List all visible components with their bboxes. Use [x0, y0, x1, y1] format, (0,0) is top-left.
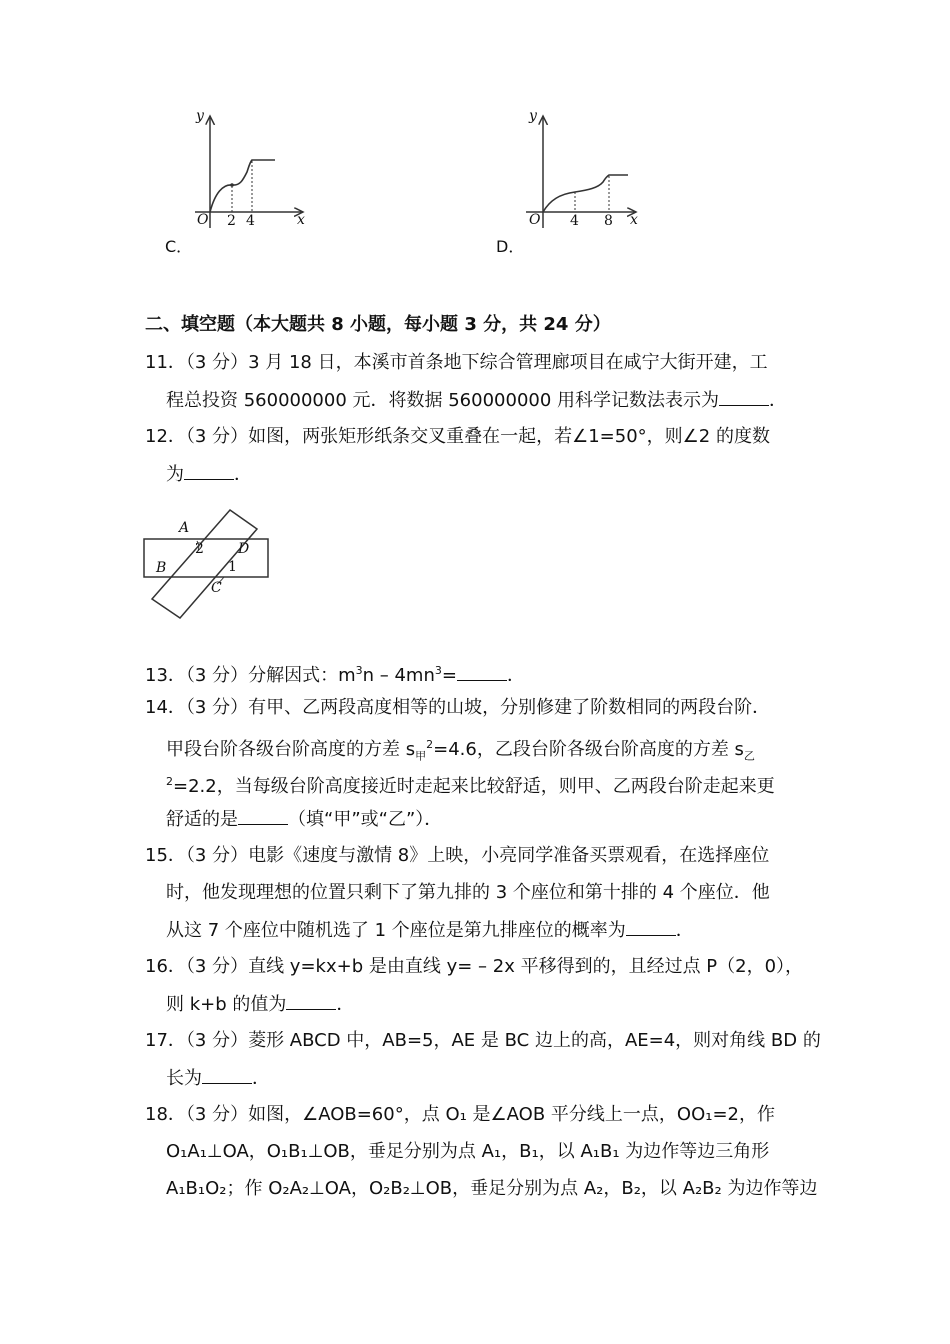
q14-line-1 — [145, 695, 770, 721]
q18-text-2: O₁A₁⊥OA，O₁B₁⊥OB，垂足分别为点 A₁，B₁，以 A₁B₁ 为边作等边三角形 — [166, 1141, 770, 1162]
q18-line-3 — [166, 1176, 817, 1202]
q12-label-1: 1 — [228, 559, 237, 575]
section-title: 二、填空题（本大题共 8 小题，每小题 3 分，共 24 分） — [145, 314, 611, 335]
curve — [210, 160, 275, 212]
option-d-label: D． — [496, 237, 525, 256]
q11-line-2 — [166, 387, 787, 414]
q15-line-1 — [145, 843, 769, 869]
q17-text-2b: ． — [252, 1068, 270, 1089]
q14-sub-jia: 甲 — [415, 749, 427, 763]
q14-text-3: =2.2，当每级台阶高度接近时走起来比较舒适，则甲、乙两段台阶走起来更 — [173, 776, 775, 797]
q12-line-1 — [145, 424, 770, 450]
q16-text-2a: 则 k+b 的值为 — [166, 994, 287, 1015]
q17-text-2a: 长为 — [166, 1068, 202, 1089]
q12-answer-blank[interactable] — [184, 461, 234, 480]
q18-text-3: A₁B₁O₂；作 O₂A₂⊥OA，O₂B₂⊥OB，垂足分别为点 A₂，B₂，以 A₂B₂ 为边作等边 — [166, 1178, 818, 1199]
q17-line-1 — [145, 1028, 821, 1054]
q12-label-2: 2 — [195, 541, 204, 557]
q13-text-post: = — [441, 665, 457, 686]
q15-text-2: 时，他发现理想的位置只剩下了第九排的 3 个座位和第十排的 4 个座位．他 — [166, 882, 770, 903]
q13-line-1 — [145, 658, 525, 689]
q13-exp-2: 3 — [434, 664, 442, 677]
graph-c-y-label: y — [196, 108, 204, 124]
q14-text-4b: （填“甲”或“乙”）． — [288, 809, 443, 830]
q12-line-2 — [166, 461, 252, 488]
graph-d-x-label: x — [630, 212, 638, 228]
q15-line-3 — [166, 917, 694, 944]
graph-c-tick-2: 4 — [246, 213, 255, 229]
q14-text-2a: 甲段台阶各级台阶高度的方差 s — [166, 739, 416, 760]
q16-text-2b: ． — [336, 994, 355, 1015]
q11-text-1: （3 分）3 月 18 日，本溪市首条地下综合管理廊项目在咸宁大街开建，工 — [185, 352, 768, 373]
q11-number: 11． — [145, 352, 186, 373]
q16-text-1: （3 分）直线 y=kx+b 是由直线 y= – 2x 平移得到的，且经过点 P（2，0）， — [185, 956, 804, 977]
q15-answer-blank[interactable] — [626, 917, 676, 936]
q18-line-1 — [145, 1102, 775, 1128]
q15-text-1: （3 分）电影《速度与激情 8》上映，小亮同学准备买票观看，在选择座位 — [185, 845, 770, 866]
q12-number: 12． — [145, 426, 186, 447]
curve — [543, 175, 628, 212]
q12-text-1: （3 分）如图，两张矩形纸条交叉重叠在一起，若∠1=50°，则∠2 的度数 — [185, 426, 770, 447]
q13-number: 13． — [145, 665, 186, 686]
q14-line-2 — [166, 732, 755, 770]
q14-line-3 — [166, 769, 775, 800]
q15-line-2 — [166, 880, 770, 906]
q17-number: 17． — [145, 1030, 186, 1051]
q11-answer-blank[interactable] — [719, 387, 769, 406]
q13-answer-blank[interactable] — [457, 662, 507, 681]
graph-d-tick-1: 4 — [570, 213, 579, 229]
q14-line-4 — [166, 806, 442, 833]
q12-text-2: 为 — [166, 464, 184, 485]
q17-line-2 — [166, 1065, 270, 1092]
graph-c-tick-1: 2 — [227, 213, 236, 229]
q13-exp-1: 3 — [355, 664, 363, 677]
q16-answer-blank[interactable] — [286, 991, 336, 1010]
q12-text-3: ． — [234, 464, 252, 485]
q16-number: 16． — [145, 956, 186, 977]
option-c-label: C． — [165, 237, 193, 256]
q18-line-2 — [166, 1139, 769, 1165]
q14-text-2b: =4.6，乙段台阶各级台阶高度的方差 s — [433, 739, 744, 760]
q14-text-4a: 舒适的是 — [166, 809, 238, 830]
q16-line-2 — [166, 991, 354, 1018]
q17-text-1: （3 分）菱形 ABCD 中，AB=5，AE 是 BC 边上的高，AE=4，则对角线 BD 的 — [185, 1030, 821, 1051]
q14-sub-yi: 乙 — [743, 749, 755, 763]
q12-label-c: C — [211, 580, 222, 596]
q15-text-3b: ． — [675, 920, 694, 941]
q14-answer-blank[interactable] — [238, 806, 288, 825]
slanted-strip — [152, 510, 257, 618]
graph-c-origin: O — [197, 212, 209, 228]
q16-line-1 — [145, 954, 803, 980]
graph-d-y-label: y — [529, 108, 537, 124]
q14-sup-jia: 2 — [426, 738, 434, 751]
q14-text-1: （3 分）有甲、乙两段高度相等的山坡，分别修建了阶数相同的两段台阶． — [185, 697, 771, 718]
q12-label-a: A — [179, 520, 190, 536]
point — [230, 183, 234, 187]
graph-d-origin: O — [529, 212, 541, 228]
q11-text-2: 程总投资 560000000 元．将数据 560000000 用科学记数法表示为 — [166, 390, 720, 411]
q13-text-pre: （3 分）分解因式：m — [185, 665, 356, 686]
q18-number: 18． — [145, 1104, 186, 1125]
q18-text-1: （3 分）如图，∠AOB=60°，点 O₁ 是∠AOB 平分线上一点，OO₁=2，作 — [185, 1104, 775, 1125]
graph-d-tick-2: 8 — [604, 213, 613, 229]
q13-text-mid: n – 4mn — [362, 665, 435, 686]
q12-label-b: B — [156, 560, 167, 576]
q13-text-end: ． — [506, 665, 525, 686]
graph-c-x-label: x — [297, 212, 305, 228]
q11-line-1 — [145, 350, 768, 376]
q11-text-3: ． — [769, 390, 788, 411]
q14-sup-yi: 2 — [166, 775, 173, 788]
q15-number: 15． — [145, 845, 186, 866]
q14-number: 14． — [145, 697, 186, 718]
q15-text-3a: 从这 7 个座位中随机选了 1 个座位是第九排座位的概率为 — [166, 920, 626, 941]
q12-label-d: D — [238, 541, 250, 557]
q17-answer-blank[interactable] — [202, 1065, 252, 1084]
